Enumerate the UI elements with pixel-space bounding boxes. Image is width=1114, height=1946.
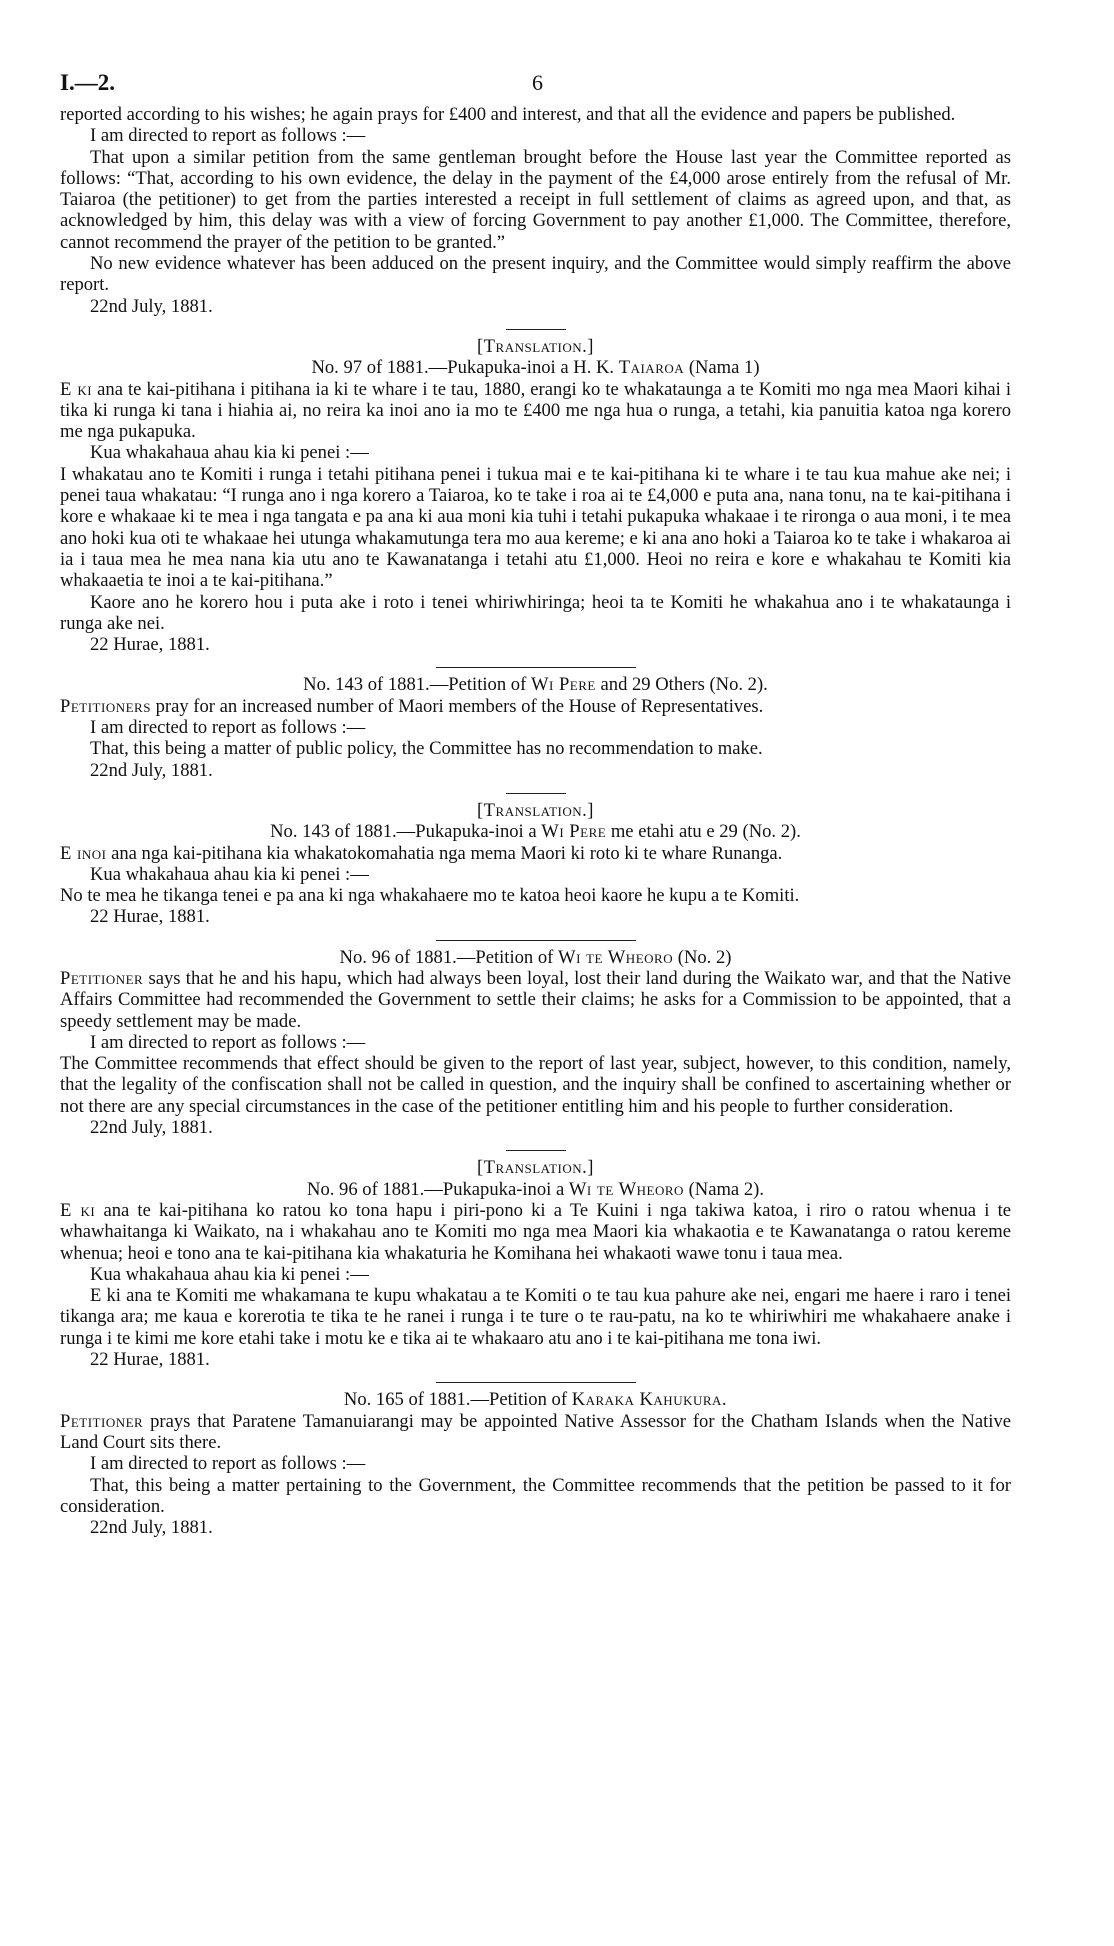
report-date: 22nd July, 1881. xyxy=(90,295,213,317)
section-title: No. 143 of 1881.—Pukapuka-inoi a Wi Pere me etahi atu e 29 (No. 2). xyxy=(270,821,801,843)
petitioner-name: Taiaroa xyxy=(618,357,685,379)
body-paragraph: Kaore ano he korero hou i puta ake i roto i tenei whiriwhiringa; heoi ta te Komiti he whakahua ano i te whakataunga i runga ake nei. xyxy=(60,591,1011,634)
petitioner-name: Wi Pere xyxy=(541,821,607,843)
body-paragraph: No te mea he tikanga tenei e pa ana ki nga whakahaere mo te katoa heoi kaore he kupu a te Komiti. xyxy=(60,885,800,907)
translation-label: [Translation.] xyxy=(476,799,594,821)
report-date: 22nd July, 1881. xyxy=(90,759,213,781)
report-directive: I am directed to report as follows :— xyxy=(90,1453,366,1475)
body-paragraph: That, this being a matter pertaining to the Government, the Committee recommends that the petition be passed to it for consideration. xyxy=(60,1474,1011,1517)
report-directive: Kua whakahaua ahau kia ki penei :— xyxy=(90,1263,369,1285)
section-divider xyxy=(436,1382,636,1383)
report-date: 22nd July, 1881. xyxy=(90,1117,213,1139)
section-divider xyxy=(506,1150,566,1151)
report-directive: Kua whakahaua ahau kia ki penei :— xyxy=(90,442,369,464)
body-paragraph: Petitioner prays that Paratene Tamanuiarangi may be appointed Native Assessor for the Chatham Islands when the Native Land Court sits there. xyxy=(60,1410,1011,1453)
paper-reference: I.—2. xyxy=(60,70,115,95)
section-intro xyxy=(60,104,1011,317)
section-no97-translation xyxy=(60,336,1011,655)
translation-label: [Translation.] xyxy=(476,1157,594,1179)
petitioner-name: Wi te Wheoro xyxy=(568,1178,684,1200)
report-directive: I am directed to report as follows :— xyxy=(90,1031,366,1053)
report-date: 22nd July, 1881. xyxy=(90,1517,213,1539)
section-divider xyxy=(506,793,566,794)
section-divider xyxy=(436,667,636,668)
report-date: 22 Hurae, 1881. xyxy=(90,1349,210,1371)
section-title: No. 96 of 1881.—Pukapuka-inoi a Wi te Wheoro (Nama 2). xyxy=(307,1178,764,1200)
body-paragraph: E ki ana te Komiti me whakamana te kupu whakatau a te Komiti o te tau kua pahure ake nei, engari me haere i raro i tenei tikanga ara; me kaua e korerotia te tika te he ranei i runga i te ture o te rau-patu, na ko te whiriwhiri me whakahaere anake i runga i te kimi me kore etahi take i motu ke e tika ai te whakaaro atu ano i te kai-pitihana me tona iwi. xyxy=(60,1285,1011,1349)
body-paragraph: E ki ana te kai-pitihana ko ratou ko tona hapu i piri-pono ki a Te Kuini i nga takiwa katoa, i riro o ratou whenua i te whawhaitanga ki Waikato, na i whakahau ano te Komiti mo nga mea Maori kia whakaotia e te Kawanatanga o ratou kereme whenua; heoi e tono ana te kai-pitihana kia whakaturia he Komihana hei whakaoti wawe tonu i taua mea. xyxy=(60,1199,1011,1264)
report-directive: I am directed to report as follows :— xyxy=(90,125,366,147)
section-no96 xyxy=(60,947,1011,1139)
body-paragraph: E ki ana te kai-pitihana i pitihana ia ki te whare i te tau, 1880, erangi ko te whakataunga a te Komiti mo nga mea Maori kihai i tika ki runga ki tana i hiahia ai, no reira ka inoi ano ia mo te £400 me nga hua o runga, a tetahi, kia panuitia katoa nga korero me nga pukapuka. xyxy=(60,378,1011,443)
body-paragraph: That upon a similar petition from the same gentleman brought before the House last year the Committee reported as follows: “That, according to his own evidence, the delay in the payment of the £4,000 arose entirely from the refusal of Mr. Taiaroa (the petitioner) to get from the parties interested a receipt in full settlement of claims as agreed upon, and that, as acknowledged by him, this delay was with a view of forcing Government to pay another £1,000. The Committee, therefore, cannot recommend the prayer of the petition to be granted.” xyxy=(60,146,1011,253)
section-no96-translation xyxy=(60,1157,1011,1370)
petitioner-name: Wi Pere xyxy=(530,674,596,696)
report-date: 22 Hurae, 1881. xyxy=(90,906,210,928)
petitioner-name: Karaka Kahukura. xyxy=(571,1389,728,1411)
section-divider xyxy=(506,329,566,330)
section-title: No. 96 of 1881.—Petition of Wi te Wheoro (No. 2) xyxy=(339,946,732,968)
translation-label: [Translation.] xyxy=(476,335,594,357)
section-title: No. 97 of 1881.—Pukapuka-inoi a H. K. Taiaroa (Nama 1) xyxy=(311,357,760,379)
section-no165 xyxy=(60,1389,1011,1538)
section-no143-translation xyxy=(60,800,1011,928)
body-paragraph: reported according to his wishes; he again prays for £400 and interest, and that all the evidence and papers be published. xyxy=(60,104,956,125)
report-directive: Kua whakahaua ahau kia ki penei :— xyxy=(90,863,369,885)
page-header xyxy=(60,72,1011,102)
report-date: 22 Hurae, 1881. xyxy=(90,634,210,656)
section-title: No. 165 of 1881.—Petition of Karaka Kahukura. xyxy=(343,1389,728,1411)
section-divider xyxy=(436,940,636,941)
body-paragraph: Petitioners pray for an increased number of Maori members of the House of Representatives. xyxy=(60,695,764,717)
report-directive: I am directed to report as follows :— xyxy=(90,717,366,739)
body-paragraph: Petitioner says that he and his hapu, which had always been loyal, lost their land during the Waikato war, and that the Native Affairs Committee had recommended the Government to settle their claims; he asks for a Commission to be appointed, that a speedy settlement may be made. xyxy=(60,967,1011,1032)
section-title: No. 143 of 1881.—Petition of Wi Pere and 29 Others (No. 2). xyxy=(303,674,768,696)
section-no143 xyxy=(60,674,1011,780)
page-number: 6 xyxy=(532,70,543,95)
body-paragraph: The Committee recommends that effect should be given to the report of last year, subject, however, to this condition, namely, that the legality of the confiscation shall not be called in question, and the inquiry shall be confined to ascertaining whether or not there are any special circumstances in the case of the petitioner entitling him and his people to further consideration. xyxy=(60,1053,1011,1117)
petitioner-name: Wi te Wheoro xyxy=(558,946,674,968)
body-paragraph: E inoi ana nga kai-pitihana kia whakatokomahatia nga mema Maori ki roto ki te whare Runanga. xyxy=(60,842,783,864)
body-paragraph: I whakatau ano te Komiti i runga i tetahi pitihana penei i tukua mai e te kai-pitihana ki te whare i te tau kua mahue ake nei; i penei taua whakatau: “I runga ano i nga korero a Taiaroa, ko te take i roa ai te £4,000 e puta ana, nana tonu, na te kai-pitihana i kore e whakaae ki te mea i nga tangata e pa ana ki aua moni kia tuhi i tetahi pukapuka whakaae i te rironga o aua moni, i te mea ano hoki kua oti te whakaae hei utunga whakamutunga tera mo aua kereme; e ki ana ano hoki a Taiaroa ko te take i whakaroa ai ia i taua mea he mea nana kia utu ano te Kawanatanga i tetahi atu £1,000. Heoi no reira e kore e whakahau te Komiti kia whakaaetia te inoi a te kai-pitihana.” xyxy=(60,463,1011,592)
body-paragraph: No new evidence whatever has been adduced on the present inquiry, and the Committee would simply reaffirm the above report. xyxy=(60,253,1011,296)
body-paragraph: That, this being a matter of public policy, the Committee has no recommendation to make. xyxy=(90,738,763,760)
